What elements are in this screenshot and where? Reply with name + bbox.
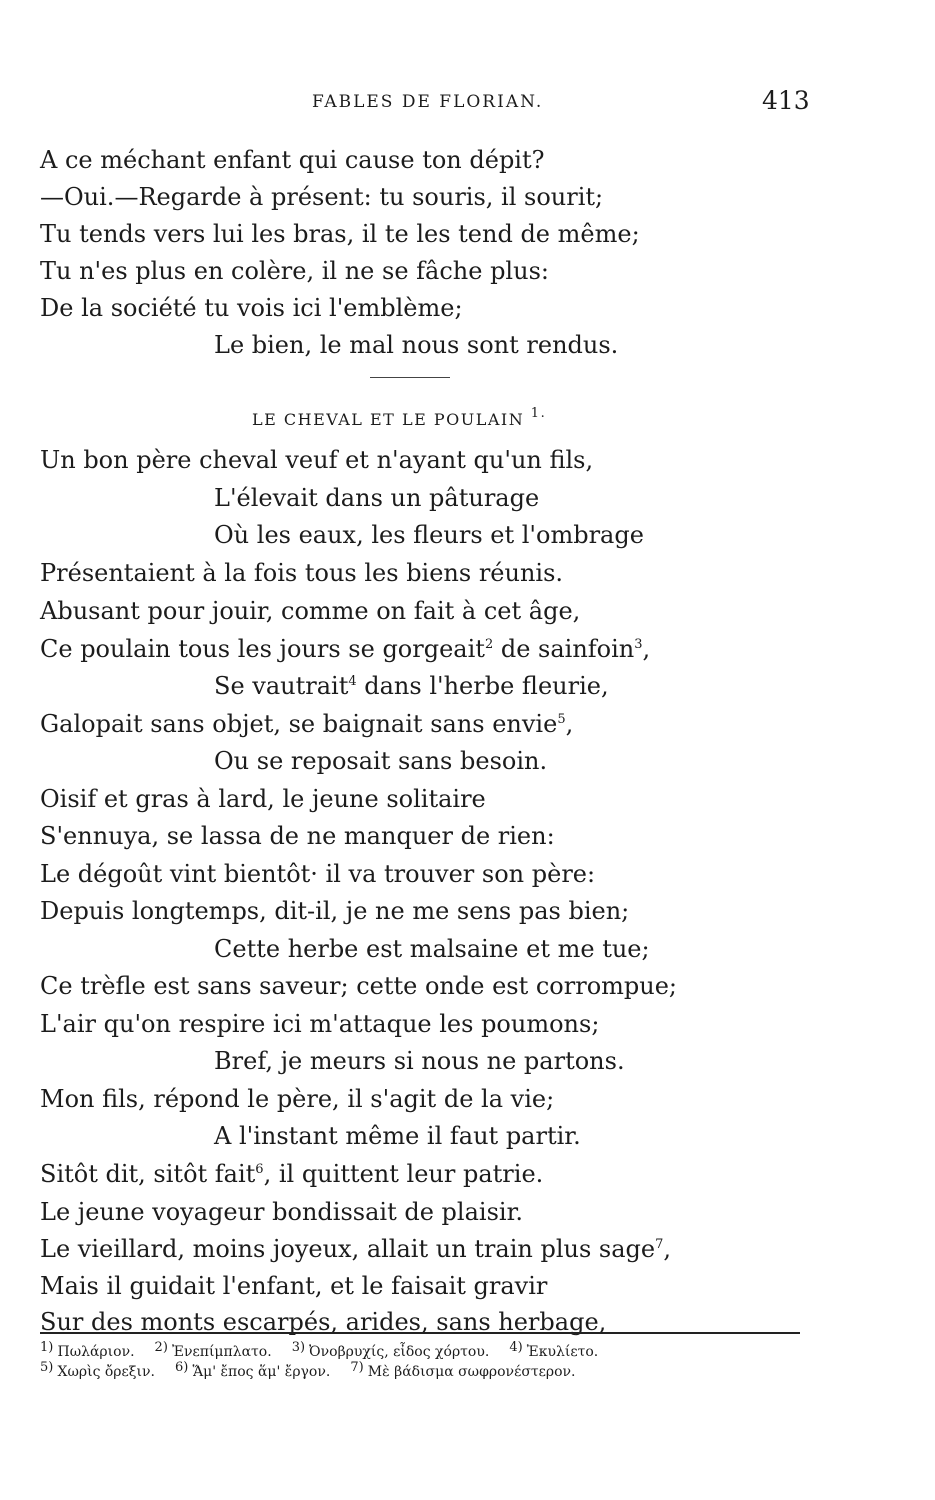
verse-text: Le dégoût vint bientôt· il va trouver son père: [40,860,596,888]
verse-line: A ce méchant enfant qui cause ton dépit? [40,146,545,174]
footnote-text: Χωρὶς ὄρεξιν. [57,1364,155,1380]
verse-text: Ce poulain tous les jours se gorgeait [40,635,485,663]
fable-title-text: LE CHEVAL ET LE POULAIN [252,410,525,429]
verse-line: De la société tu vois ici l'emblème; [40,294,463,322]
footnote-number: 7) [350,1360,368,1375]
verse-text: , [663,1235,672,1263]
footnote-text: Ἐνεπίμπλατο. [172,1344,272,1360]
verse-text: Mon fils, répond le père, il s'agit de la vie; [40,1085,555,1113]
verse-text: Ou se reposait sans besoin. [214,747,548,775]
verse-line [214,1121,581,1151]
footnote-number: 4) [509,1340,527,1355]
verse-line [214,483,539,513]
fable-title [252,406,547,429]
verse-text: dans l'herbe fleurie, [356,672,609,700]
section-divider [370,377,450,378]
verse-text: Présentaient à la fois tous les biens réunis. [40,559,564,587]
verse-line [40,784,486,814]
footnote-text: Ἅμ' ἔπος ἅμ' ἔργον. [192,1364,331,1380]
verse-line [214,934,650,964]
verse-text: , [565,710,574,738]
verse-text: Sitôt dit, sitôt fait [40,1160,256,1188]
verse-text: Se vautrait [214,672,349,700]
verse-text: Bref, je meurs si nous ne partons. [214,1047,625,1075]
footnote-text: Ἐκυλίετο. [526,1344,599,1360]
verse-line [214,1046,625,1076]
footnote [350,1362,575,1382]
footnote-text: Ὀνοβρυχίς, εἶδος χόρτου. [309,1344,490,1360]
footnote-number: 2) [154,1340,173,1355]
verse-text: Galopait sans objet, se baignait sans envie [40,710,558,738]
verse-text: S'ennuya, se lassa de ne manquer de rien: [40,822,555,850]
verse-line: Tu n'es plus en colère, il ne se fâche plus: [40,257,549,285]
verse-text: , il quittent leur patrie. [263,1160,544,1188]
verse-text: Le jeune voyageur bondissait de plaisir. [40,1198,524,1226]
verse-text: A l'instant même il faut partir. [214,1122,581,1150]
verse-text: , [642,635,651,663]
footnote-ref: 7 [655,1237,664,1252]
verse-text: Depuis longtemps, dit-il, je ne me sens pas bien; [40,897,630,925]
verse-line [214,520,644,550]
footnote-ref: 3 [634,637,643,652]
running-title: FABLES DE FLORIAN. [312,92,544,112]
footnote [155,1342,272,1362]
verse-line [40,1159,543,1189]
verse-line [40,1234,671,1264]
footnote-ref: 1. [530,406,547,421]
footnote-number: 5) [40,1360,58,1375]
verse-text: Sur des monts escarpés, arides, sans herbage, [40,1308,607,1336]
verse-text: Ce trèfle est sans saveur; cette onde est corrompue; [40,972,678,1000]
verse-line [40,821,555,851]
verse-line: —Oui.—Regarde à présent: tu souris, il sourit; [40,183,604,211]
verse-line [40,859,595,889]
verse-line [40,634,650,664]
verse-text: Abusant pour jouir, comme on fait à cet âge, [40,597,581,625]
footnote [40,1362,155,1382]
verse-text: de sainfoin [493,635,635,663]
footnote [509,1342,598,1362]
verse-line [214,671,609,701]
footnote [40,1342,135,1362]
verse-line [40,971,677,1001]
footnote [175,1362,330,1382]
verse-line: Le bien, le mal nous sont rendus. [214,331,619,359]
verse-text: Un bon père cheval veuf et n'ayant qu'un fils, [40,446,594,474]
footnote-ref: 6 [255,1162,264,1177]
verse-text: L'air qu'on respire ici m'attaque les poumons; [40,1010,600,1038]
page-number: 413 [762,86,810,115]
verse-line [40,445,593,475]
footnote [292,1342,490,1362]
verse-line [40,1009,599,1039]
footnote-number: 1) [40,1340,58,1355]
footnote-ref: 2 [484,637,494,652]
footnotes [40,1332,800,1382]
verse-line [40,1197,523,1227]
verse-text: Oisif et gras à lard, le jeune solitaire [40,785,486,813]
verse-text: Le vieillard, moins joyeux, allait un train plus sage [40,1235,656,1263]
footnote-ref: 5 [557,712,566,727]
footnote-text: Μὲ βάδισμα σωφρονέστερον. [367,1364,576,1380]
verse-line [40,1271,547,1301]
footnote-number: 3) [291,1340,310,1355]
verse-line [40,709,573,739]
verse-line [214,746,547,776]
footnote-ref: 4 [348,674,357,689]
verse-line [40,558,563,588]
verse-line [40,896,629,926]
verse-line [40,1084,554,1114]
verse-line: Tu tends vers lui les bras, il te les tend de même; [40,220,640,248]
verse-text: Où les eaux, les fleurs et l'ombrage [214,521,644,549]
footnote-text: Πωλάριον. [57,1344,135,1360]
verse-line [40,596,580,626]
footnote-number: 6) [174,1360,193,1375]
verse-text: L'élevait dans un pâturage [214,484,540,512]
verse-text: Cette herbe est malsaine et me tue; [214,935,650,963]
verse-text: Mais il guidait l'enfant, et le faisait gravir [40,1272,548,1300]
